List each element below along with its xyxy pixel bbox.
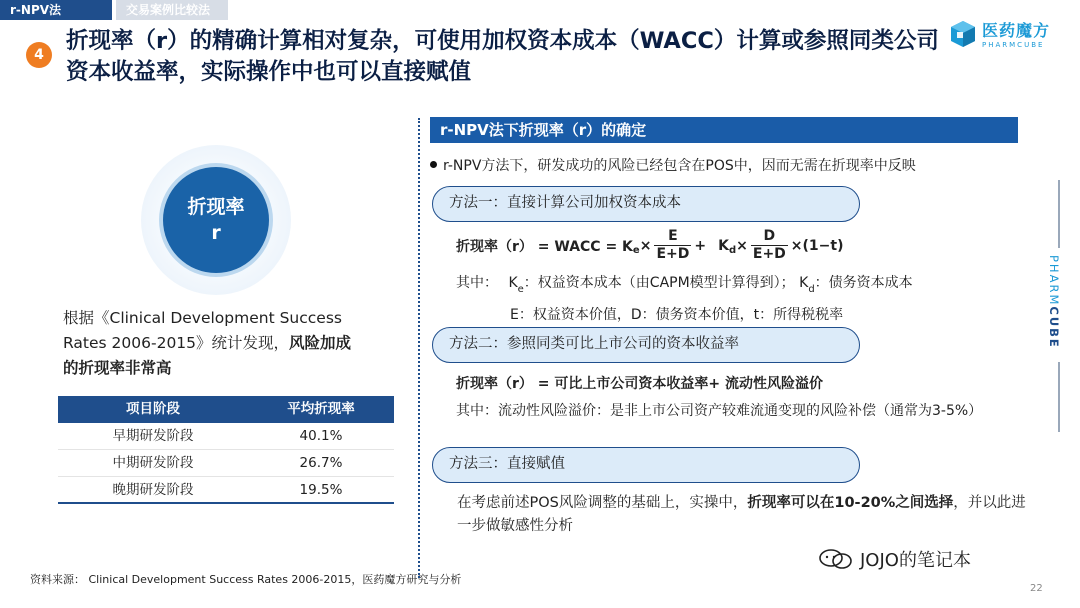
- table-row: [58, 423, 394, 450]
- formula-times: ×: [736, 237, 748, 254]
- cube-logo-icon: [948, 19, 978, 49]
- wechat-icon: [818, 548, 854, 570]
- table-cell-stage: 晚期研发阶段: [112, 482, 194, 498]
- table-cell-stage: 早期研发阶段: [112, 428, 194, 444]
- table-header-stage: 项目阶段: [126, 401, 180, 417]
- table-header-rate: 平均折现率: [287, 401, 355, 417]
- formula-note-1: [456, 272, 913, 295]
- note-prefix: 其中：: [456, 275, 498, 291]
- logo-cn-text: 医药魔方: [982, 21, 1051, 40]
- table-header: [58, 396, 394, 423]
- fraction-denominator: E+D: [656, 246, 690, 262]
- table-cell-rate: 26.7%: [299, 455, 343, 471]
- bullet-dot-icon: [430, 161, 437, 168]
- section-number-badge: 4: [26, 42, 52, 68]
- method2-pill: 方法二：参照同类可比上市公司的资本收益率: [432, 327, 860, 363]
- side-brand-text: [1047, 255, 1061, 349]
- source-note: 资料来源： Clinical Development Success Rates 2006-2015，医药魔方研究与分析: [30, 573, 462, 586]
- table-cell-rate: 40.1%: [299, 428, 343, 444]
- final-text-b: ，并以此进一步做敏感性分析: [457, 495, 1026, 534]
- left-description-text: 根据《Clinical Development Success Rates 2006-2015》统计发现，: [63, 309, 342, 352]
- left-description: [63, 306, 363, 381]
- fraction-denominator: E+D: [752, 246, 786, 262]
- side-line-top: [1058, 180, 1060, 248]
- table-cell-stage: 中期研发阶段: [112, 455, 194, 471]
- watermark-text: JOJO的笔记本: [860, 550, 971, 571]
- note-kd-sub: d: [808, 284, 815, 295]
- logo-en-text: PHARMCUBE: [982, 41, 1045, 49]
- note-ke-sub: e: [517, 284, 524, 295]
- section-tabs: [0, 0, 228, 20]
- table-cell-rate: 19.5%: [299, 482, 343, 498]
- circle-line2: r: [211, 222, 221, 244]
- tab-rnpv[interactable]: r-NPV法: [0, 0, 112, 20]
- bullet-point: [430, 155, 916, 175]
- method3-pill: 方法三：直接赋值: [432, 447, 860, 483]
- page-number: 22: [1030, 583, 1043, 594]
- liquidity-note: 其中：流动性风险溢价：是非上市公司资产较难流通变现的风险补偿（通常为3-5%）: [456, 403, 983, 419]
- pharmcube-logo: [948, 18, 1050, 49]
- formula-kd-sub: d: [728, 245, 737, 256]
- formula-lhs: 折现率（r） = WACC = K: [456, 238, 633, 255]
- side-brand-part2: CUBE: [1047, 306, 1061, 349]
- final-text-bold: 折现率可以在10-20%之间选择: [747, 495, 954, 511]
- right-section-heading: r-NPV法下折现率（r）的确定: [430, 117, 1018, 143]
- note-ke: K: [508, 275, 518, 291]
- bullet-text: r-NPV方法下，研发成功的风险已经包含在POS中，因而无需在折现率中反映: [443, 158, 916, 174]
- fraction-numerator: E: [668, 228, 678, 244]
- side-line-bottom: [1058, 362, 1060, 432]
- formula-times: ×: [639, 237, 652, 254]
- formula-kd: K: [718, 237, 729, 254]
- discount-rate-table: [58, 396, 394, 504]
- dotted-divider: [418, 118, 420, 578]
- method1-pill: 方法一：直接计算公司加权资本成本: [432, 186, 860, 222]
- formula-tail: ×(1−t): [790, 237, 844, 254]
- table-row: [58, 477, 394, 504]
- fraction-e: [654, 228, 691, 263]
- note-kd: K: [799, 275, 809, 291]
- tab-transaction-comparison[interactable]: 交易案例比较法: [116, 0, 228, 20]
- discount-rate-circle: [163, 167, 269, 273]
- formula-plus: +: [694, 237, 707, 254]
- circle-line1: 折现率: [187, 196, 245, 218]
- wacc-formula: [456, 228, 844, 263]
- note-ke-text: ：权益资本成本（由CAPM模型计算得到）；: [523, 275, 795, 291]
- note-kd-text: ：债务资本成本: [814, 275, 913, 291]
- fraction-d: [751, 228, 788, 263]
- side-brand-part1: PHARM: [1047, 255, 1061, 307]
- final-text-a: 在考虑前述POS风险调整的基础上，实操中，: [457, 495, 748, 511]
- formula-note-2: E：权益资本价值，D：债务资本价值，t：所得税税率: [510, 307, 844, 323]
- table-row: [58, 450, 394, 477]
- formula-ke-sub: e: [632, 245, 640, 256]
- wechat-watermark: [818, 546, 971, 572]
- fraction-numerator: D: [763, 228, 776, 244]
- left-description-bold: 风险加成的折现率非常高: [63, 334, 352, 377]
- comparable-formula: 折现率（r） = 可比上市公司资本收益率+ 流动性风险溢价: [456, 376, 823, 392]
- page-title: 折现率（r）的精确计算相对复杂，可使用加权资本成本（WACC）计算或参照同类公司资本收益率，实际操作中也可以直接赋值: [66, 28, 939, 85]
- final-note: [457, 492, 1027, 538]
